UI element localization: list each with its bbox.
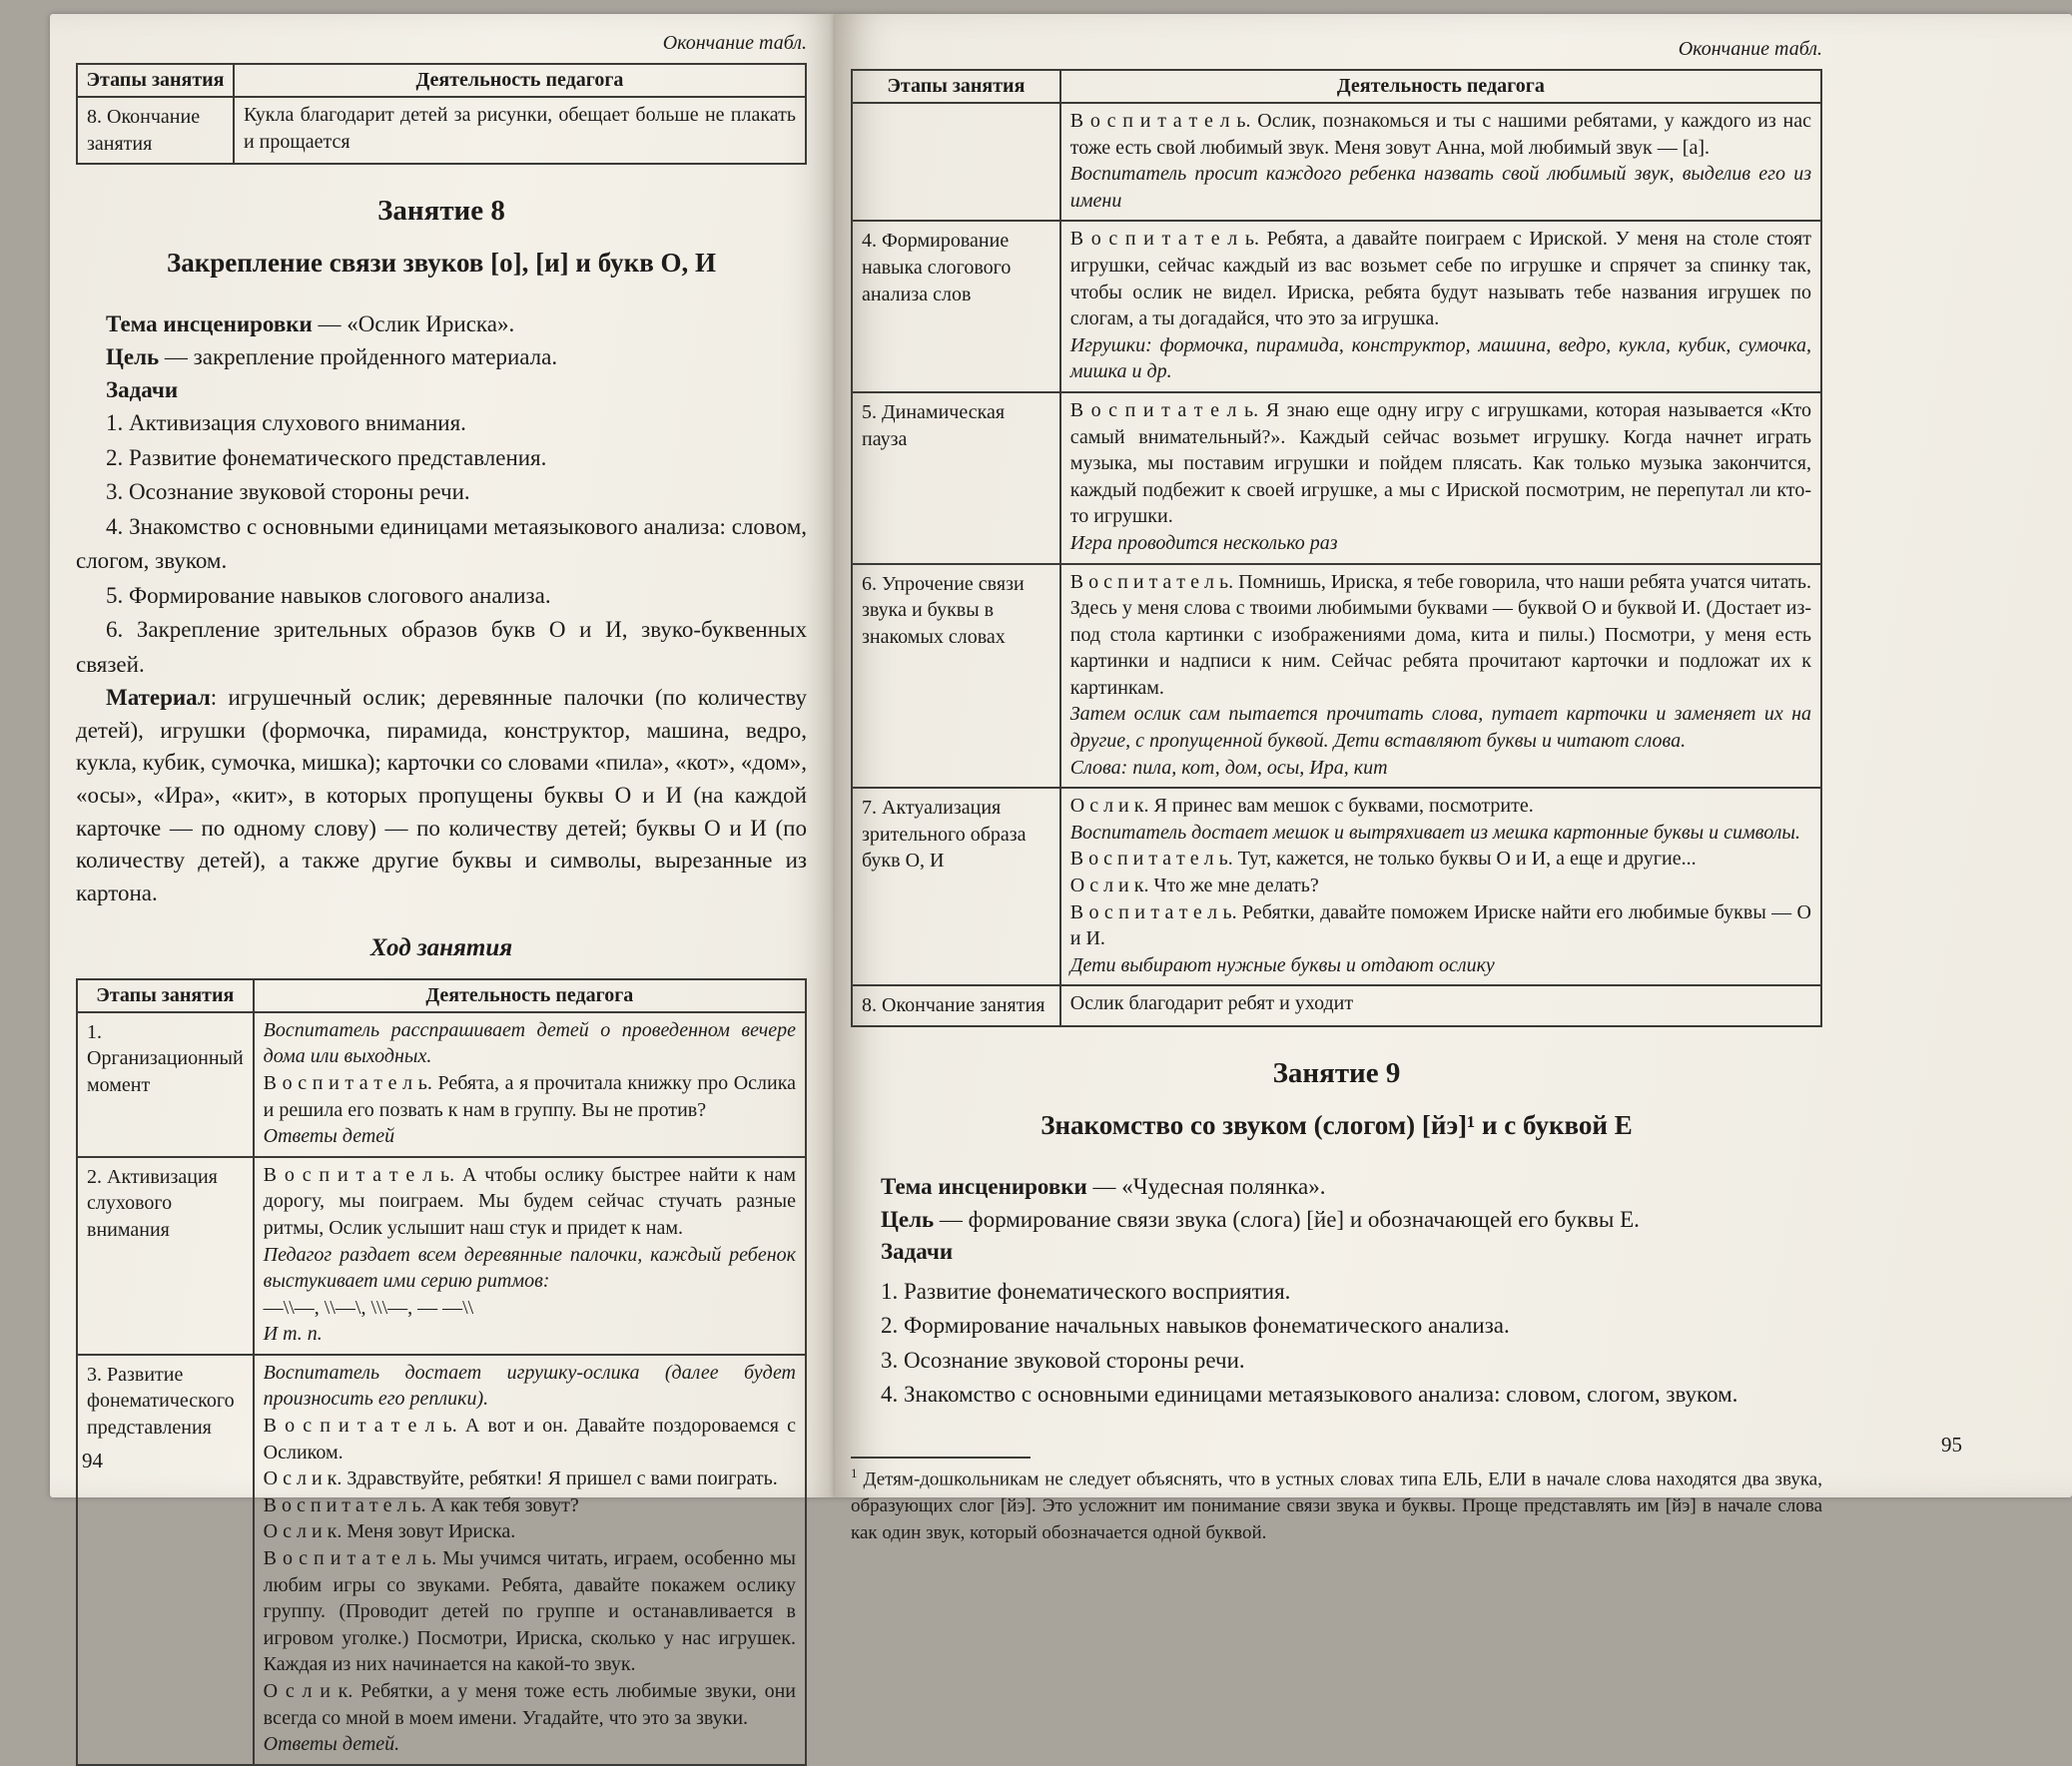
column-header: Этапы занятия — [852, 70, 1060, 103]
activity-line: Ответы детей. — [263, 1733, 400, 1756]
theme-text: — «Чудесная полянка». — [1086, 1174, 1326, 1199]
activity-line: В о с п и т а т е л ь. Ребята, а я прочитала книжку про Ослика и решила его позвать к нам в группу. Вы не против? — [263, 1071, 796, 1121]
lesson9-title: Занятие 9 — [1272, 1057, 1401, 1089]
activity-cell — [234, 97, 806, 164]
activity-cell — [1060, 392, 1821, 564]
task-item: 3. Осознание звуковой стороны речи. — [881, 1347, 1245, 1373]
lesson8-subtitle: Закрепление связи звуков [о], [и] и букв О, И — [166, 248, 717, 279]
table-lesson8-course — [76, 978, 807, 1766]
table-row — [77, 1012, 806, 1157]
stage-cell — [852, 103, 1060, 221]
table-header-row — [77, 979, 806, 1012]
activity-line: В о с п и т а т е л ь. Тут, кажется, не только буквы О и И, а еще и другие... — [1069, 848, 1697, 871]
lesson-table — [76, 978, 807, 1766]
activity-cell — [1060, 788, 1821, 985]
lesson8-material — [76, 682, 807, 910]
stage-cell: 8. Окончание занятия — [852, 985, 1060, 1026]
material-text: : игрушечный ослик; деревянные палочки (по количеству детей), игрушки (формочка, пирамида, конструктор, машина, ведро, кукла, кубик, сумочка, мишка); карточки со словами «пила», «кот», «дом», «осы», «Ира», «кит», в которых пропущены буквы О и И (на каждой карточке — по одному слову) — по количеству детей; буквы О и И (по количеству детей), а также другие буквы и символы, вырезанные из картона. — [76, 685, 807, 906]
material-label: Материал — [106, 685, 211, 711]
theme-text: — «Ослик Ириска». — [312, 311, 515, 337]
table-row — [77, 1355, 806, 1765]
lesson9-tasks-label: Задачи — [881, 1239, 954, 1265]
lesson8-tasks-label: Задачи — [106, 376, 179, 402]
activity-line: О с л и к. Здравствуйте, ребятки! Я пришел с вами поиграть. — [263, 1468, 778, 1490]
activity-line: В о с п и т а т е л ь. Ребятки, давайте поможем Ириске найти его любимые буквы — О и И. — [1069, 900, 1811, 950]
activity-line: В о с п и т а т е л ь. А как тебя зовут? — [263, 1493, 579, 1516]
page-left — [50, 14, 835, 1756]
activity-cell — [1060, 564, 1821, 789]
footnote-rule — [851, 1457, 1031, 1459]
activity-line: В о с п и т а т е л ь. А чтобы ослику быстрее найти к нам дорогу, мы поиграем. Мы будем сейчас стучать разные ритмы, Ослик услышит наш стук и придет к нам. — [263, 1163, 796, 1239]
goal-label: Цель — [106, 343, 160, 369]
table-continuation-note: Окончание табл. — [662, 32, 807, 54]
table-header-row — [77, 64, 806, 97]
task-item: 1. Развитие фонематического восприятия. — [881, 1278, 1291, 1304]
activity-line: —\\—, \\—\, \\\—, — —\\ — [263, 1296, 474, 1319]
footnote-text — [851, 1465, 1822, 1547]
stage-cell: 1. Организационный момент — [77, 1012, 254, 1157]
lesson9-subtitle: Знакомство со звуком (слогом) [йэ]¹ и с буквой Е — [1040, 1110, 1633, 1140]
activity-line: О с л и к. Я принес вам мешок с буквами, посмотрите. — [1069, 795, 1534, 818]
lesson8-title: Занятие 8 — [377, 195, 505, 228]
column-header: Деятельность педагога — [1060, 70, 1821, 103]
table-row — [852, 221, 1821, 392]
footnote-marker: 1 — [851, 1465, 858, 1480]
table-lesson8-course-continued — [851, 69, 1822, 1027]
lesson8-theme-line — [76, 308, 807, 341]
stage-cell: 8. Окончание занятия — [77, 97, 234, 164]
lesson9-tasks-list — [851, 1275, 1822, 1413]
activity-line: Игрушки: формочка, пирамида, конструктор, машина, ведро, кукла, кубик, сумочка, мишка и др. — [1069, 333, 1811, 383]
footnote-body: Детям-дошкольникам не следует объяснять, что в устных словах типа ЕЛЬ, ЕЛИ в начале слова находятся два звука, образующих слог [йэ]. Это усложнит им понимание связи звука и буквы. Проще представлять им [йэ] в начале слова как один звук, который обозначается одной буквой. — [851, 1469, 1822, 1544]
activity-line: О с л и к. Меня зовут Ириска. — [263, 1520, 516, 1543]
activity-line: В о с п и т а т е л ь. Помнишь, Ириска, я тебе говорила, что наши ребята учатся читать. Здесь у меня слова с твоими любимыми буквами — буквой О и буквой И. (Достает из-под стола картинки с изображениями дома, кита и пилы.) Посмотри, у меня есть картинки и надписи к ним. Сейчас ребята прочитают карточки и подложат их к картинкам. — [1069, 570, 1811, 699]
activity-line: Воспитатель достает мешок и вытряхивает из мешка картонные буквы и символы. — [1069, 821, 1800, 844]
stage-cell: 3. Развитие фонематического представления — [77, 1355, 254, 1765]
activity-line: О с л и к. Ребятки, а у меня тоже есть любимые звуки, они всегда со мной в моем имени. Угадайте, что это за звуки. — [263, 1680, 796, 1729]
page-number-left: 94 — [82, 1449, 103, 1472]
activity-cell — [1060, 221, 1821, 392]
stage-cell: 7. Актуализация зрительного образа букв О, И — [852, 788, 1060, 985]
task-item: 5. Формирование навыков слогового анализа. — [106, 582, 551, 608]
task-item: 2. Развитие фонематического представления. — [106, 444, 547, 470]
activity-line: В о с п и т а т е л ь. Я знаю еще одну игру с игрушками, которая называется «Кто самый внимательный?». Каждый сейчас возьмет игрушку. Когда начнет играть музыка, мы поставим игрушки и пойдем плясать. Как только музыка закончится, каждый подбежит к своей игрушке, а мы с Ириской посмотрим, не перепутал ли кто-то игрушки. — [1069, 398, 1811, 528]
theme-label: Тема инсценировки — [881, 1174, 1087, 1199]
task-item: 3. Осознание звуковой стороны речи. — [106, 479, 470, 505]
stage-cell: 4. Формирование навыка слогового анализа слов — [852, 221, 1060, 392]
activity-line: Воспитатель расспрашивает детей о проведенном вечере дома или выходных. — [263, 1018, 796, 1068]
task-item: 2. Формирование начальных навыков фонематического анализа. — [881, 1313, 1510, 1339]
activity-line: О с л и к. Что же мне делать? — [1069, 875, 1319, 897]
stage-cell: 2. Активизация слухового внимания — [77, 1157, 254, 1355]
lesson8-goal-line — [76, 341, 807, 374]
table-row — [852, 788, 1821, 985]
column-header: Этапы занятия — [77, 64, 234, 97]
stage-cell: 6. Упрочение связи звука и буквы в знакомых словах — [852, 564, 1060, 789]
task-item: 6. Закрепление зрительных образов букв О и И, звуко-буквенных связей. — [76, 617, 807, 677]
activity-cell — [1060, 985, 1821, 1026]
column-header: Деятельность педагога — [254, 979, 806, 1012]
table-row — [852, 392, 1821, 564]
lesson9-goal-line — [851, 1204, 1822, 1237]
course-heading: Ход занятия — [369, 933, 513, 961]
goal-text: — закрепление пройденного материала. — [159, 343, 558, 369]
goal-label: Цель — [881, 1206, 935, 1232]
activity-line: Слова: пила, кот, дом, осы, Ира, кит — [1069, 756, 1388, 779]
stage-cell: 5. Динамическая пауза — [852, 392, 1060, 564]
table-row — [852, 564, 1821, 789]
table-row — [77, 97, 806, 164]
table-header-row — [852, 70, 1821, 103]
table-row — [852, 103, 1821, 221]
activity-line: Воспитатель просит каждого ребенка назвать свой любимый звук, выделив его из имени — [1069, 163, 1811, 212]
task-item: 4. Знакомство с основными единицами метаязыкового анализа: словом, слогом, звуком. — [881, 1382, 1738, 1408]
activity-line: В о с п и т а т е л ь. Мы учимся читать, играем, особенно мы любим игры со звуками. Ребята, давайте покажем ослику группу. (Проводит детей по группе и останавливается в игровом уголке.) Посмотри, Ириска, сколько у нас игрушек. Каждая из них начинается на какой-то звук. — [263, 1547, 796, 1676]
activity-line: Затем ослик сам пытается прочитать слова, путает карточки и заменяет их на другие, с пропущенной буквой. Дети вставляют буквы и читают слова. — [1069, 703, 1811, 753]
lesson-table — [851, 69, 1822, 1027]
activity-cell — [254, 1157, 806, 1355]
lesson-table — [76, 63, 807, 165]
table-row — [77, 1157, 806, 1355]
activity-line: Игра проводится несколько раз — [1069, 531, 1338, 554]
activity-line: Кукла благодарит детей за рисунки, обещает больше не плакать и прощается — [243, 104, 796, 153]
page-right — [835, 14, 2072, 1544]
activity-cell — [254, 1012, 806, 1157]
activity-line: Воспитатель достает игрушку-ослика (далее будет произносить его реплики). — [263, 1361, 796, 1411]
footnote-block — [851, 1457, 1822, 1547]
goal-text: — формирование связи звука (слога) [йе] и обозначающей его буквы Е. — [934, 1206, 1640, 1232]
activity-line: Дети выбирают нужные буквы и отдают ослику — [1069, 953, 1495, 976]
activity-line: Ответы детей — [263, 1125, 395, 1148]
theme-label: Тема инсценировки — [106, 311, 313, 337]
column-header: Деятельность педагога — [234, 64, 806, 97]
table-end-of-lesson7 — [76, 63, 807, 165]
task-item: 4. Знакомство с основными единицами метаязыкового анализа: словом, слогом, звуком. — [76, 513, 807, 574]
page-number-right: 95 — [1941, 1433, 1962, 1457]
activity-line: Педагог раздает всем деревянные палочки, каждый ребенок выстукивает ими серию ритмов: — [263, 1243, 796, 1293]
lesson9-theme-line — [851, 1171, 1822, 1204]
table-row — [852, 985, 1821, 1026]
activity-line: И т. п. — [263, 1323, 323, 1346]
activity-cell — [1060, 103, 1821, 221]
column-header: Этапы занятия — [77, 979, 254, 1012]
activity-cell — [254, 1355, 806, 1765]
task-item: 1. Активизация слухового внимания. — [106, 410, 466, 436]
activity-line: В о с п и т а т е л ь. А вот и он. Давайте поздороваемся с Осликом. — [263, 1415, 796, 1464]
activity-line: Ослик благодарит ребят и уходит — [1069, 992, 1354, 1015]
activity-line: В о с п и т а т е л ь. Ребята, а давайте поиграем с Ириской. У меня на столе стоят игрушки, сейчас каждый из вас возьмет себе по игрушке и спрячет за спинку так, чтобы ослик не видел. Ириска, ребята будут называть тебе названия игрушек по слогам, а ты догадайся, что это за игрушка. — [1069, 228, 1811, 330]
activity-line: В о с п и т а т е л ь. Ослик, познакомься и ты с нашими ребятами, у каждого из нас тоже есть свой любимый звук. Меня зовут Анна, мой любимый звук — [а]. — [1069, 110, 1811, 159]
table-continuation-note: Окончание табл. — [1678, 38, 1822, 60]
lesson8-tasks-list — [76, 406, 807, 682]
